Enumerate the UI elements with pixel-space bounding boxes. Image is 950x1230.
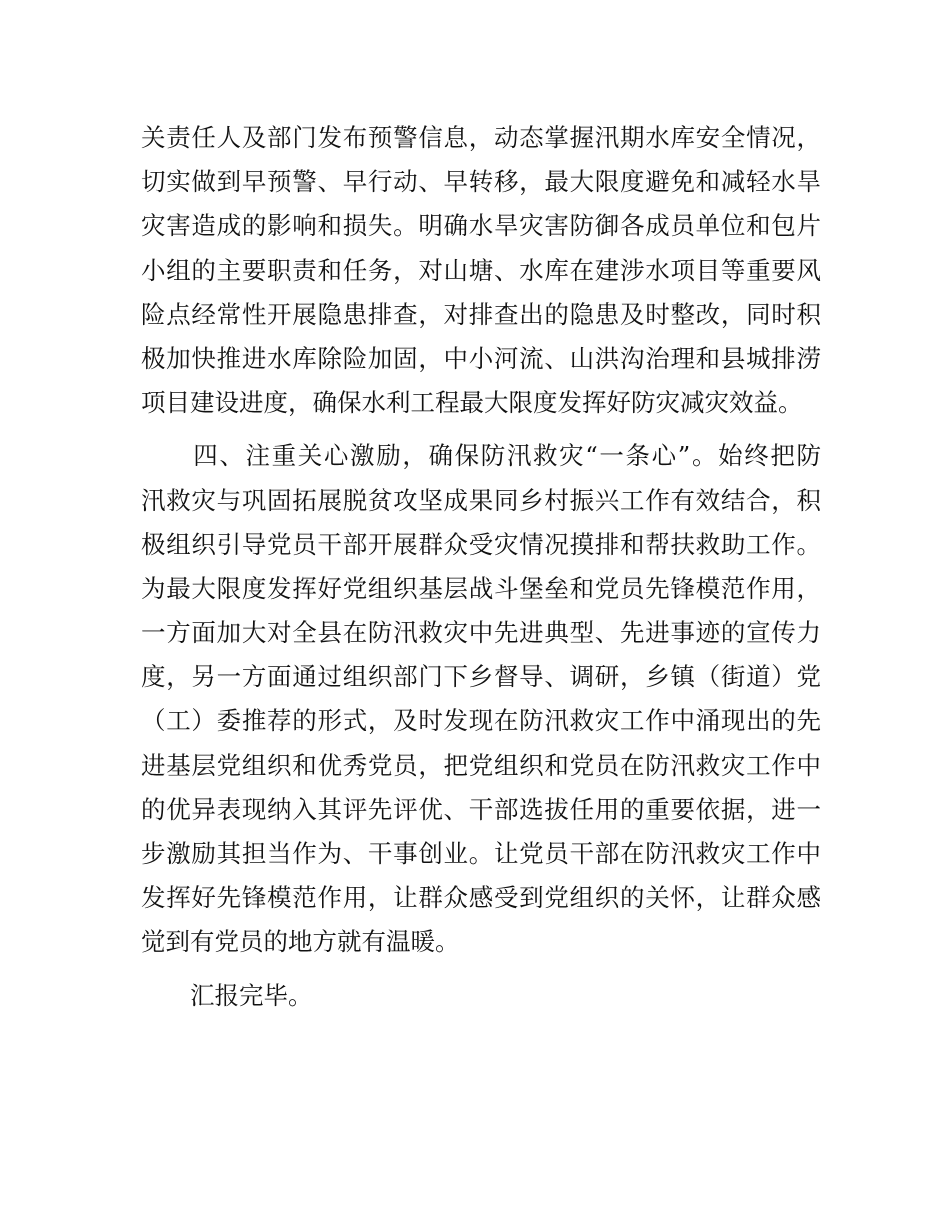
paragraph-spacer <box>141 965 821 974</box>
text-line: 的优异表现纳入其评先评优、干部选拔任用的重要依据，进一 <box>141 794 821 824</box>
text-line: 发挥好先锋模范作用，让群众感受到党组织的关怀，让群众感 <box>141 883 821 913</box>
text-line: （工）委推荐的形式，及时发现在防汛救灾工作中涌现出的先 <box>141 706 821 736</box>
text-line: 切实做到早预警、早行动、早转移，最大限度避免和减轻水旱 <box>141 167 821 197</box>
text-line: 四、注重关心激励，确保防汛救灾“一条心”。始终把防 <box>141 441 821 471</box>
text-line: 为最大限度发挥好党组织基层战斗堡垒和党员先锋模范作用， <box>141 573 821 603</box>
paragraph-closing <box>141 974 821 1018</box>
paragraph-spacer <box>141 425 821 434</box>
text-line: 关责任人及部门发布预警信息，动态掌握汛期水库安全情况， <box>141 123 821 152</box>
text-line: 度，另一方面通过组织部门下乡督导、调研，乡镇（街道）党 <box>141 662 821 692</box>
text-line: 极组织引导党员干部开展群众受灾情况摸排和帮扶救助工作。 <box>141 529 821 559</box>
text-line: 险点经常性开展隐患排查，对排查出的隐患及时整改，同时积 <box>141 299 821 329</box>
paragraph-flood-measures <box>141 116 821 425</box>
text-line: 进基层党组织和优秀党员，把党组织和党员在防汛救灾工作中 <box>141 750 821 780</box>
closing-line: 汇报完毕。 <box>141 980 313 1010</box>
text-line: 觉到有党员的地方就有温暖。 <box>141 927 460 957</box>
document-body <box>141 116 821 1018</box>
text-line: 一方面加大对全县在防汛救灾中先进典型、先进事迹的宣传力 <box>141 618 821 648</box>
text-line: 灾害造成的影响和损失。明确水旱灾害防御各成员单位和包片 <box>141 211 821 241</box>
paragraph-care-incentive <box>141 434 821 964</box>
text-line: 项目建设进度，确保水利工程最大限度发挥好防灾减灾效益。 <box>141 388 803 418</box>
text-line: 步激励其担当作为、干事创业。让党员干部在防汛救灾工作中 <box>141 839 821 868</box>
text-line: 极加快推进水库除险加固，中小河流、山洪沟治理和县城排涝 <box>141 343 821 373</box>
text-line: 汛救灾与巩固拓展脱贫攻坚成果同乡村振兴工作有效结合，积 <box>141 485 821 515</box>
text-line: 小组的主要职责和任务，对山塘、水库在建涉水项目等重要风 <box>141 255 821 285</box>
